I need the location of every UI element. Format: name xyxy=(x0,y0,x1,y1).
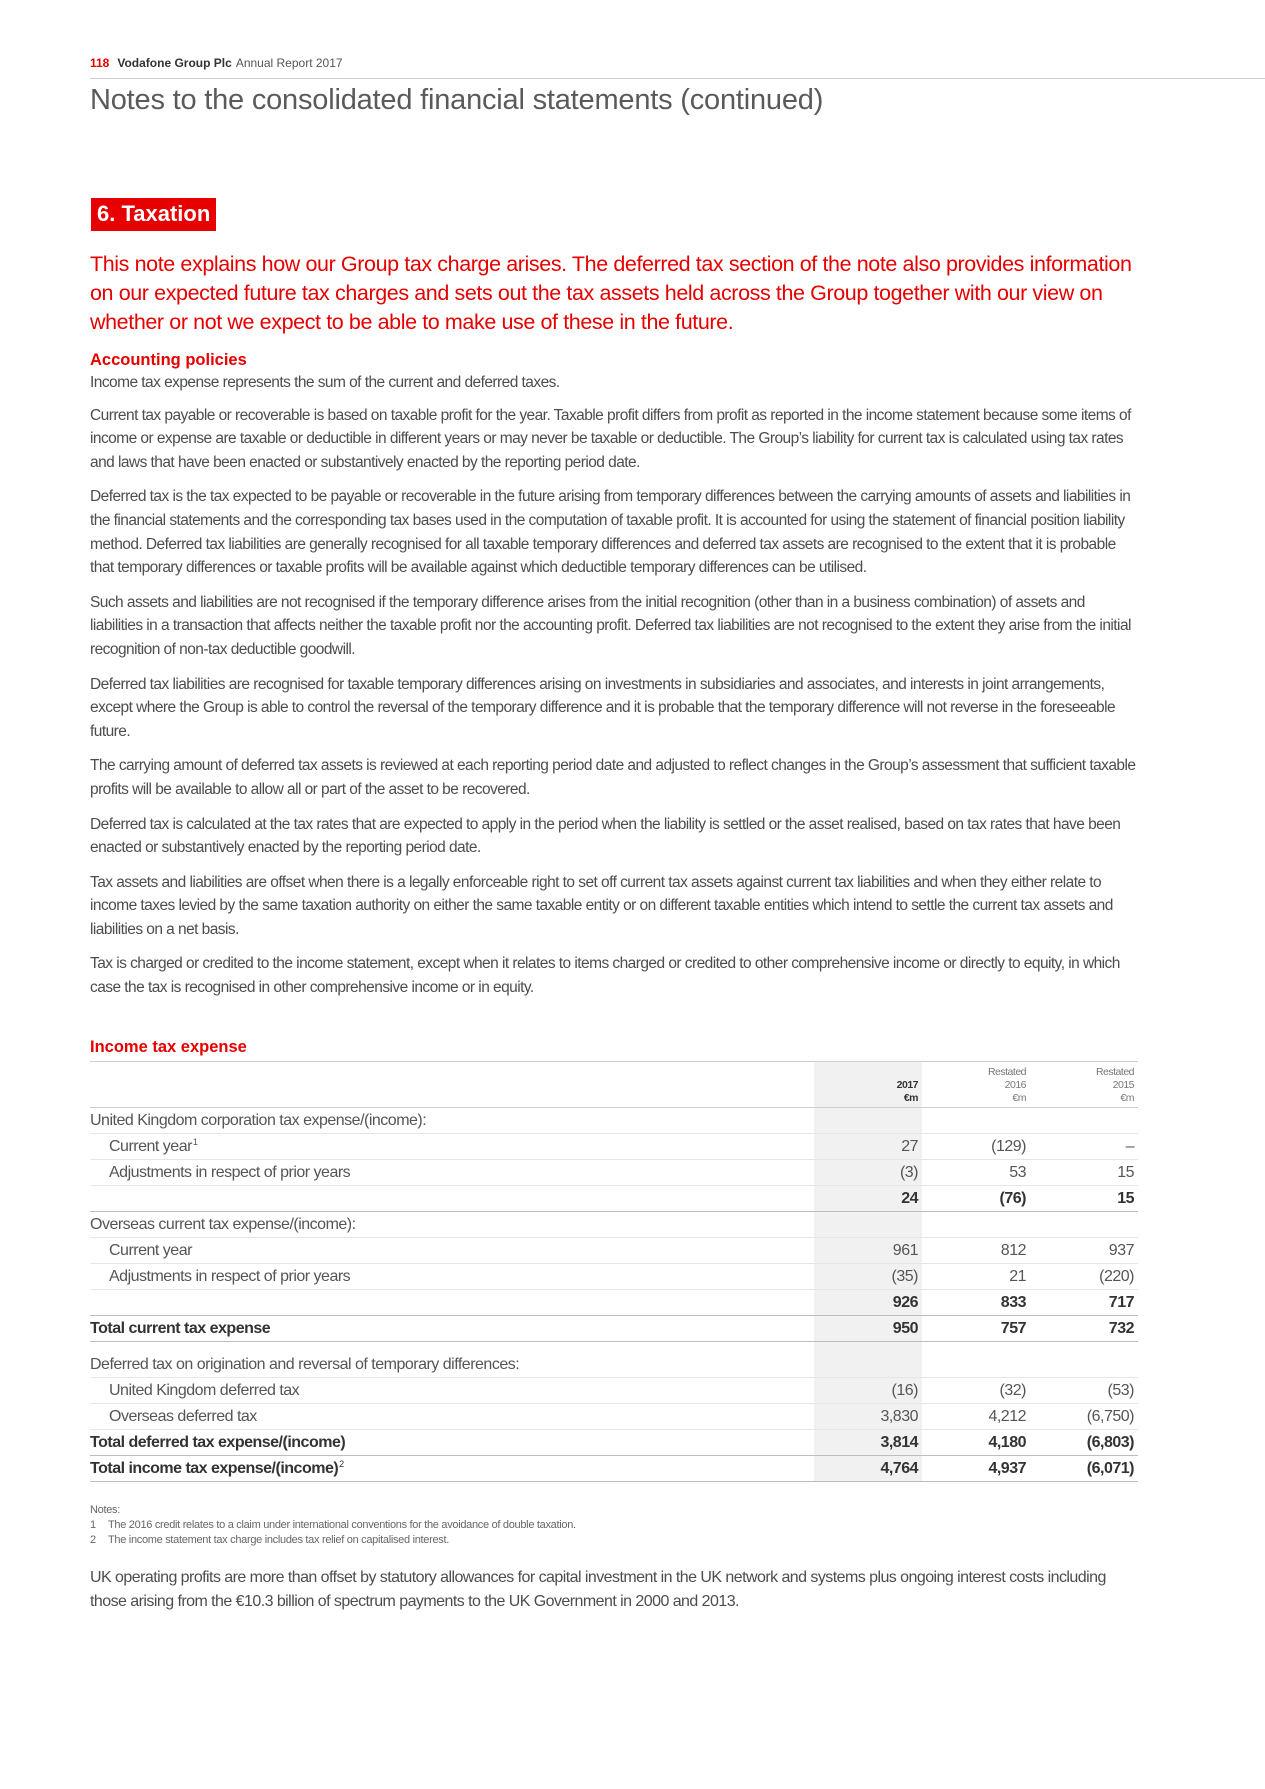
policy-paragraph: Deferred tax is calculated at the tax rates that are expected to apply in the period when the liability is settled or the asset realised, based on tax rates that have been enacted or substantively enacted by the reporting period date. xyxy=(90,815,1121,857)
value-cell: 15 xyxy=(1030,1160,1138,1186)
value-cell: 4,180 xyxy=(922,1430,1030,1456)
note-item xyxy=(90,1533,576,1548)
value-cell: – xyxy=(1030,1134,1138,1160)
column-unit: €m xyxy=(1012,1092,1026,1104)
table-row xyxy=(90,1264,1138,1290)
table-notes xyxy=(90,1503,576,1548)
column-unit: €m xyxy=(1120,1092,1134,1104)
table-row xyxy=(90,1212,1138,1238)
value-cell: (6,750) xyxy=(1030,1404,1138,1430)
value-cell: 833 xyxy=(922,1290,1030,1316)
table-row xyxy=(90,1238,1138,1264)
value-cell: (6,071) xyxy=(1030,1456,1138,1482)
row-label xyxy=(90,1186,814,1212)
footnote-marker: 2 xyxy=(339,1458,344,1469)
footnote-marker: 1 xyxy=(192,1136,198,1147)
note-item xyxy=(90,1518,576,1533)
value-cell xyxy=(814,1108,922,1134)
row-label-text: United Kingdom corporation tax expense/(income): xyxy=(90,1112,427,1129)
section-intro: This note explains how our Group tax charge arises. The deferred tax section of the note also provides information on our expected future tax charges and sets out the tax assets held across the Group together with our view on whether or not we expect to be able to make use of these in the future. xyxy=(90,252,1132,334)
value-cell: 950 xyxy=(814,1316,922,1342)
table-body xyxy=(90,1108,1138,1482)
row-label xyxy=(90,1134,814,1160)
row-label xyxy=(90,1404,814,1430)
table-row xyxy=(90,1378,1138,1404)
row-label xyxy=(90,1212,814,1238)
note-number: 2 xyxy=(90,1534,96,1546)
value-cell xyxy=(922,1342,1030,1353)
value-cell: 27 xyxy=(814,1134,922,1160)
policy-paragraph: Income tax expense represents the sum of the current and deferred taxes. xyxy=(90,374,560,391)
value-cell: (32) xyxy=(922,1378,1030,1404)
accounting-policies xyxy=(90,349,1140,1011)
table-row xyxy=(90,1404,1138,1430)
row-label xyxy=(90,1352,814,1378)
value-cell xyxy=(1030,1108,1138,1134)
row-label-text: Total income tax expense/(income) xyxy=(90,1460,339,1477)
value-cell: 4,937 xyxy=(922,1456,1030,1482)
value-cell: (220) xyxy=(1030,1264,1138,1290)
value-cell: (129) xyxy=(922,1134,1030,1160)
value-cell: 757 xyxy=(922,1316,1030,1342)
value-cell: 926 xyxy=(814,1290,922,1316)
row-label-text: Current year xyxy=(109,1138,192,1155)
policy-paragraph: The carrying amount of deferred tax assets is reviewed at each reporting period date and adjusted to reflect changes in the Group’s assessment that sufficient taxable profits will be available to allow all or part of the asset to be recovered. xyxy=(90,757,1136,798)
accounting-policies-heading: Accounting policies xyxy=(90,351,247,369)
column-unit: €m xyxy=(903,1092,918,1104)
income-tax-table xyxy=(90,1061,1138,1482)
policy-paragraph: Tax assets and liabilities are offset when there is a legally enforceable right to set off current tax assets against current tax liabilities and when they either relate to income taxes levied by the same taxation authority on either the same taxable entity or on different taxable entities which intend to settle the current tax assets and liabilities on a net basis. xyxy=(90,873,1113,938)
row-label-text: Adjustments in respect of prior years xyxy=(109,1268,351,1285)
value-cell xyxy=(1030,1342,1138,1353)
row-label-text: United Kingdom deferred tax xyxy=(109,1382,300,1399)
row-label xyxy=(90,1108,814,1134)
value-cell: 3,814 xyxy=(814,1430,922,1456)
value-cell xyxy=(922,1352,1030,1378)
value-cell: 24 xyxy=(814,1186,922,1212)
income-tax-heading: Income tax expense xyxy=(90,1038,247,1056)
row-label xyxy=(90,1238,814,1264)
table-row xyxy=(90,1108,1138,1134)
policy-paragraph: Deferred tax liabilities are recognised for taxable temporary differences arising on investments in subsidiaries and associates, and interests in joint arrangements, except where the Group is able to control the reversal of the temporary difference and it is probable that the temporary difference will not reverse in the foreseeable future. xyxy=(90,675,1116,740)
value-cell: (53) xyxy=(1030,1378,1138,1404)
note-text: The 2016 credit relates to a claim under international conventions for the avoidance of double taxation. xyxy=(108,1519,576,1531)
value-cell xyxy=(814,1212,922,1238)
table-row xyxy=(90,1352,1138,1378)
column-header xyxy=(1030,1062,1138,1108)
row-label-text: Overseas current tax expense/(income): xyxy=(90,1216,356,1233)
value-cell xyxy=(922,1212,1030,1238)
row-label xyxy=(90,1264,814,1290)
value-cell: 4,764 xyxy=(814,1456,922,1482)
value-cell xyxy=(922,1108,1030,1134)
note-number: 1 xyxy=(90,1519,96,1531)
section-badge: 6. Taxation xyxy=(91,198,216,231)
row-label-text: Deferred tax on origination and reversal of temporary differences: xyxy=(90,1356,520,1373)
row-label xyxy=(90,1342,814,1353)
closing-paragraph: UK operating profits are more than offset by statutory allowances for capital investment in the UK network and systems plus ongoing interest costs including those arising from the €10.3 billion of spectrum payments to the UK Government in 2000 and 2013. xyxy=(90,1569,1106,1610)
table-row xyxy=(90,1456,1138,1482)
value-cell: 961 xyxy=(814,1238,922,1264)
running-header xyxy=(90,56,343,70)
column-restated: Restated xyxy=(987,1066,1026,1078)
table-row xyxy=(90,1316,1138,1342)
table-row xyxy=(90,1186,1138,1212)
value-cell: 732 xyxy=(1030,1316,1138,1342)
column-year: 2017 xyxy=(896,1079,918,1091)
value-cell xyxy=(814,1352,922,1378)
value-cell: 717 xyxy=(1030,1290,1138,1316)
value-cell: 21 xyxy=(922,1264,1030,1290)
column-header-label xyxy=(90,1062,814,1108)
policy-paragraph: Such assets and liabilities are not recognised if the temporary difference arises from the initial recognition (other than in a business combination) of assets and liabilities in a transaction that affects neither the taxable profit nor the accounting profit. Deferred tax liabilities are not recognised to the extent they arise from the initial recognition of non-tax deductible goodwill. xyxy=(90,593,1131,658)
row-label-text: Total deferred tax expense/(income) xyxy=(90,1434,346,1451)
notes-heading: Notes: xyxy=(90,1504,120,1516)
page-number: 118 xyxy=(90,56,110,70)
value-cell: (35) xyxy=(814,1264,922,1290)
column-year: 2015 xyxy=(1112,1079,1134,1091)
table-row xyxy=(90,1290,1138,1316)
column-restated: Restated xyxy=(1095,1066,1134,1078)
column-year: 2016 xyxy=(1004,1079,1026,1091)
column-header xyxy=(922,1062,1030,1108)
row-label-text: Current year xyxy=(109,1242,192,1259)
row-label-text: Overseas deferred tax xyxy=(109,1408,257,1425)
value-cell: (6,803) xyxy=(1030,1430,1138,1456)
value-cell: 3,830 xyxy=(814,1404,922,1430)
value-cell: (3) xyxy=(814,1160,922,1186)
row-label xyxy=(90,1316,814,1342)
value-cell: 937 xyxy=(1030,1238,1138,1264)
row-label-text: Total current tax expense xyxy=(90,1320,271,1337)
row-label xyxy=(90,1160,814,1186)
value-cell: 4,212 xyxy=(922,1404,1030,1430)
row-label xyxy=(90,1290,814,1316)
policy-paragraph: Current tax payable or recoverable is based on taxable profit for the year. Taxable profit differs from profit as reported in the income statement because some items of income or expense are taxable or deductible in different years or may never be taxable or deductible. The Group’s liability for current tax is calculated using tax rates and laws that have been enacted or substantively enacted by the reporting period date. xyxy=(90,406,1131,471)
value-cell: (16) xyxy=(814,1378,922,1404)
report-name: Annual Report 2017 xyxy=(235,56,343,70)
column-header xyxy=(814,1062,922,1108)
value-cell: (76) xyxy=(922,1186,1030,1212)
value-cell xyxy=(1030,1212,1138,1238)
value-cell: 15 xyxy=(1030,1186,1138,1212)
row-label xyxy=(90,1456,814,1482)
table-header-row xyxy=(90,1062,1138,1108)
row-label-text: Adjustments in respect of prior years xyxy=(109,1164,351,1181)
value-cell: 53 xyxy=(922,1160,1030,1186)
value-cell: 812 xyxy=(922,1238,1030,1264)
note-text: The income statement tax charge includes tax relief on capitalised interest. xyxy=(108,1534,450,1546)
policy-paragraph: Deferred tax is the tax expected to be payable or recoverable in the future arising from temporary differences between the carrying amounts of assets and liabilities in the financial statements and the corresponding tax bases used in the computation of taxable profit. It is accounted for using the statement of financial position liability method. Deferred tax liabilities are generally recognised for all taxable temporary differences and deferred tax assets are recognised to the extent that it is probable that temporary differences or taxable profits will be available against which deductible temporary differences can be utilised. xyxy=(90,488,1131,577)
value-cell xyxy=(814,1342,922,1353)
row-label xyxy=(90,1378,814,1404)
table-row xyxy=(90,1430,1138,1456)
table-row xyxy=(90,1342,1138,1353)
page-title: Notes to the consolidated financial statements (continued) xyxy=(90,84,824,116)
table-row xyxy=(90,1160,1138,1186)
company-name: Vodafone Group Plc xyxy=(117,56,232,70)
header-divider xyxy=(90,78,1265,79)
value-cell xyxy=(1030,1352,1138,1378)
table-row xyxy=(90,1134,1138,1160)
row-label xyxy=(90,1430,814,1456)
policy-paragraph: Tax is charged or credited to the income statement, except when it relates to items charged or credited to other comprehensive income or directly to equity, in which case the tax is recognised in other comprehensive income or in equity. xyxy=(90,955,1120,997)
